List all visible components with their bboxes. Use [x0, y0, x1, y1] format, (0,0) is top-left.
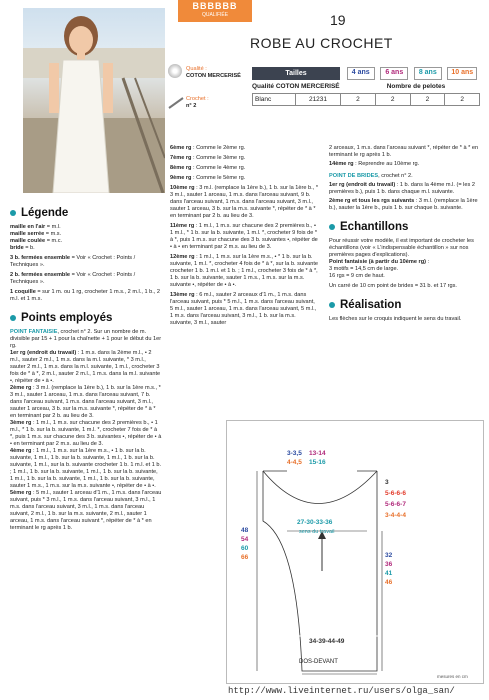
- paragraph: Les flèches sur le croquis indiquent le sens du travail.: [329, 316, 462, 322]
- photo-illustration: [23, 8, 165, 193]
- length-label: 48: [241, 527, 249, 534]
- paragraph: [329, 173, 480, 180]
- paragraph: [10, 448, 162, 490]
- paragraph: Pour réussir votre modèle, il est important de crocheter les échantillons (voir « L'indispensable échantillon » sur nos premières pages d'explications).: [329, 238, 474, 258]
- bullet-icon: [329, 302, 335, 308]
- bullet-icon: [329, 224, 335, 230]
- sens-label: sens du travail: [299, 529, 335, 535]
- armhole-label: 5-6-6-7: [385, 501, 406, 508]
- row-text: : Comme le 3ème rg.: [191, 155, 246, 161]
- legend-list: [10, 224, 162, 303]
- paragraph: Un carré de 10 cm point de brides = 31 b. et 17 rgs.: [329, 283, 457, 289]
- shoulder-label: 3-3,5: [287, 450, 302, 457]
- fantaisie-label: POINT FANTAISIE: [10, 329, 58, 335]
- legend-term: maille en l'air: [10, 224, 46, 230]
- page-number: 19: [330, 12, 346, 28]
- dress-schematic: [227, 421, 483, 683]
- diagram-label: [385, 551, 392, 587]
- row-text: : Comme le 5ème rg.: [191, 175, 246, 181]
- list-item: [10, 245, 162, 252]
- paragraph: [329, 198, 480, 212]
- armhole-label: 3-4-4-4: [385, 512, 406, 519]
- legend-def: = b.: [23, 245, 35, 251]
- row-label: 10ème rg: [170, 185, 195, 191]
- row-text: : 1 m.l., 1 m.s. sur chacune des 2 premières b., • 1 m.l., * 1 b. sur la b. suivante, 1 m.l. *, crocheter 7 fois de * à *, puis 1 m.s. sur chacune des 3 b. suivantes •, répéter de • à • en terminant par 2 m.s. au lieu de 3.: [10, 420, 162, 447]
- list-item: [10, 231, 162, 238]
- row-text: : 1 m.l., 1 m.s. sur chacune des 2 premières b., • 1 m.l., * 1 b. sur la b. suivante, 1 m.l. *, crocheter 9 fois de * à *, puis 1 m.s. sur chacune des 3 b. suivantes •, répéter de • à • en terminant par 2 m.s. au lieu de 3.: [170, 223, 318, 250]
- echantillons-heading: [329, 221, 480, 233]
- length-label: 36: [385, 561, 393, 568]
- page-title: ROBE AU CROCHET: [250, 35, 393, 51]
- row-label: 1er rg (endroit du travail): [10, 350, 77, 356]
- brand-subtitle: QUALIFIÉE: [201, 12, 229, 18]
- armhole-label: 5-6-6-6: [385, 490, 406, 497]
- row-label: 5ème rg: [10, 490, 32, 496]
- legend-def: = Voir « Crochet : Points / Techniques ».: [10, 255, 136, 268]
- row-text: : Comme le 2ème rg.: [191, 145, 246, 151]
- paragraph: [10, 329, 162, 350]
- paragraph: [170, 165, 319, 172]
- row-label: 9ème rg: [170, 175, 192, 181]
- row-label: 8ème rg: [170, 165, 192, 171]
- table-row: [253, 94, 480, 106]
- swatch-colon: :: [425, 259, 430, 265]
- paragraph: [10, 490, 162, 532]
- brand-logo: [178, 0, 252, 22]
- row-label: 14ème rg: [329, 161, 354, 167]
- brides-label: POINT DE BRIDES: [329, 173, 379, 179]
- legend-term: 1 coquille: [10, 289, 36, 295]
- bullet-icon: [10, 315, 16, 321]
- paragraph: 2 arceaux, 1 m.s. dans l'arceau suivant *, répéter de * à * en terminant le rg après 1 b.: [329, 145, 479, 158]
- quality-icon: [168, 64, 182, 78]
- sizes-subheader: [252, 83, 480, 93]
- row-label: 12ème rg: [170, 254, 195, 260]
- size-tag-8: 8 ans: [414, 67, 442, 80]
- length-label: 60: [241, 545, 249, 552]
- diagram-label: [241, 526, 248, 562]
- row-text: : 3 m.l. (remplace la 1ère b.), 1 b. sur la 1ère m.s., * 3 m.l., sauter 1 arceau, 1 m.s. dans l'arceau suivant, 7 b. dans l'arceau suivant, 1 m.s. dans l'arceau suivant, 3 m.l., sauter 1 arceau, 3 b. sur la m.s. suivante *, répéter de * à * en terminant par 2 b. au lieu de 3.: [10, 385, 161, 419]
- brand-name: BBBBBB: [192, 1, 238, 11]
- neck-label: 13-14: [309, 450, 326, 457]
- legend-title: Légende: [21, 207, 69, 219]
- row-text: : 6 m.l., sauter 2 arceaux d'1 m., 1 m.s. dans l'arceau suivant, puis * 5 m.l., 1 m.s. dans l'arceau suivant, 5 m.l., sauter 1 arceau, 1 m.s. dans l'arceau suivant, 5 m.l., 1 m.s. dans l'arceau suivant, 3 m.l., 1 b. sur la m.s. suivante, 3 m.l., sauter: [170, 292, 317, 326]
- length-label: 46: [385, 579, 393, 586]
- paragraph: [329, 182, 480, 196]
- legend-def: = Voir « Crochet : Points / Techniques ».: [10, 272, 136, 285]
- row-label: 4ème rg: [10, 448, 32, 454]
- row-text: : 1 m.l., 1 m.s. sur la 1ère m.s., • * 1 b. sur la b. suivante, 1 m.l. *, crocheter 4 fois de * à *, sur la b. suivante crocheter 1 b. 1 m.l. et 1 b. ; 1 m.l., crocheter 3 fois de * à *, 1 b. sur la b. suivante, sauter 1 m.s., 1 m.s. sur la m.s. suivante •, répéter de • à •.: [170, 254, 318, 288]
- fantaisie-intro: , crochet n° 2. Sur un nombre de m. divisible par 15 + 1 pour la chaînette + 1 pour le début du 1er rg.: [10, 329, 162, 349]
- paragraph: [170, 145, 319, 152]
- list-item: [10, 272, 162, 286]
- quality-info: [186, 66, 241, 80]
- color-name: Blanc: [253, 94, 296, 106]
- row-label: 11ème rg: [170, 223, 195, 229]
- realisation-heading: [329, 299, 480, 311]
- paragraph: [170, 223, 319, 251]
- length-label: 66: [241, 554, 249, 561]
- size-tag-10: 10 ans: [447, 67, 477, 80]
- list-item: [10, 255, 162, 269]
- legend-term: 2 b. fermées ensemble: [10, 272, 71, 278]
- row-label: 2ème rg et tous les rgs suivants: [329, 198, 415, 204]
- diagram-label: [385, 477, 406, 521]
- length-label: 54: [241, 536, 249, 543]
- left-column: [10, 207, 162, 532]
- sizes-header: Tailles: [252, 67, 340, 80]
- diagram-label: [309, 449, 326, 467]
- row-text: : 3 m.l. (remplace la 1ère b.), sauter la 1ère b., puis 1 b. sur chaque b. suivante.: [329, 198, 478, 211]
- legend-term: maille serrée: [10, 231, 45, 237]
- brides-intro: , crochet n° 2.: [378, 173, 413, 179]
- crochet-hook-icon: [168, 96, 184, 115]
- legend-def: = m.l.: [45, 224, 61, 230]
- balls-table: [252, 93, 480, 106]
- shoulder-label: 4-4,5: [287, 459, 302, 466]
- middle-column: [170, 145, 319, 327]
- crochet-info: [186, 96, 209, 110]
- footer-url[interactable]: http://www.liveinternet.ru/users/olga_san/: [228, 686, 455, 696]
- sizes-table: [252, 67, 480, 106]
- row-text: : 5 m.l., sauter 1 arceau d'1 m., 1 m.s. dans l'arceau suivant, puis * 3 m.l., 1 m.s. dans l'arceau suivant, 3 m.l., 1 m.s. dans l'arceau suivant, 3 m.l., 1 m.s. dans l'arceau suivant, 2 m.l., 1 b. sur la m.s. suivante, 2 m.l., sauter 1 arceau, 1 m.s. dans l'arceau suivant *, répéter de * à * en terminant le rg après 1 b.: [10, 490, 162, 531]
- bust-label: 27-30-33-36: [297, 519, 333, 526]
- paragraph: [329, 161, 480, 168]
- legend-def: = sur 1 m. ou 1 rg, crocheter 1 m.s., 2 m.l., 1 b., 2 m.l. et 1 m.s.: [10, 289, 161, 302]
- paragraph: [10, 420, 162, 448]
- diagram-caption: DOS-DEVANT: [299, 659, 338, 665]
- legend-term: bride: [10, 245, 24, 251]
- quality-label: Qualité :: [186, 66, 207, 72]
- neck-label: 15-16: [309, 459, 326, 466]
- list-item: [10, 289, 162, 303]
- balls-count: 2: [375, 94, 410, 106]
- paragraph: [170, 175, 319, 182]
- points-text: [10, 329, 162, 532]
- row-label: 6ème rg: [170, 145, 192, 151]
- list-item: [10, 238, 162, 245]
- row-label: 1er rg (endroit du travail): [329, 182, 396, 188]
- row-label: 13ème rg: [170, 292, 195, 298]
- paragraph: [10, 350, 162, 385]
- balls-count: 2: [341, 94, 376, 106]
- paragraph: 16 rgs = 9 cm de haut.: [329, 273, 385, 279]
- legend-def: = m.s.: [44, 231, 62, 237]
- model-photo: [23, 8, 165, 193]
- row-label: 7ème rg: [170, 155, 192, 161]
- quality-row-label: Qualité COTON MERCERISÉ: [252, 83, 340, 90]
- list-item: [10, 224, 162, 231]
- color-ref: 21231: [296, 94, 341, 106]
- crochet-value: n° 2: [186, 103, 197, 109]
- dress-diagram: [226, 420, 484, 684]
- row-text: : 1 m.l., 1 m.s. sur la 1ère m.s., • 1 b. sur la b. suivante, 1 m.l., 1 b. sur la b. suivante, 1 m.l., 1 b. sur la b. suivante, 1 m.l., sur la b. suivante crocheter 1 b. 1 m.l. et 1 b. ; 1 m.l., 1 b. sur la b. suivante, 1 m.l., 1 b. sur la b. suivante, 1 m.l., 1 b. sur la b. suivante, 1 m.l., 1 b. sur la b. suivante, sauter 1 m.s., 1 m.s. sur la m.s. suivante •, répéter de • à •.: [10, 448, 162, 489]
- swatch-label: Point fantaisie (à partir du 10ème rg): [329, 259, 426, 265]
- legend-heading: [10, 207, 162, 219]
- row-label: 2ème rg: [10, 385, 32, 391]
- row-label: 3ème rg: [10, 420, 32, 426]
- diagram-label: [287, 449, 302, 467]
- row-text: : Reprendre au 10ème rg.: [353, 161, 420, 167]
- row-text: : 1 b. dans la 4ème m.l. (= les 2 premières b.), puis 1 b. dans chaque m.l. suivante.: [329, 182, 475, 195]
- balls-count: 2: [410, 94, 445, 106]
- points-title: Points employés: [21, 312, 113, 324]
- realisation-title: Réalisation: [340, 299, 402, 311]
- paragraph: [170, 292, 319, 327]
- units-label: mesures en cm: [437, 674, 468, 679]
- length-label: 41: [385, 570, 393, 577]
- sizes-header-row: [252, 67, 480, 80]
- length-label: 32: [385, 552, 393, 559]
- legend-term: maille coulée: [10, 238, 46, 244]
- bullet-icon: [10, 210, 16, 216]
- paragraph: [10, 385, 162, 420]
- legend-def: = m.c.: [45, 238, 63, 244]
- row-text: : 1 m.s. dans la 2ème m.l., • 2 m.l., sauter 2 m.l., 1 m.s. dans la m.l. suivante, * 3 m.l., sauter 2 m.l., 1 m.s. dans la m.l. suivante, 1 m.l., crocheter 3 fois de * à *, 2 m.l., sauter 2 m.l., 1 m.s. dans la m.l. suivante •, répéter de • à •.: [10, 350, 161, 384]
- quality-value: COTON MERCERISÉ: [186, 73, 241, 79]
- right-column: [329, 145, 480, 323]
- legend-term: 3 b. fermées ensemble: [10, 255, 71, 261]
- balls-label: Nombre de pelotes: [386, 83, 446, 90]
- paragraph: 3 motifs = 14,5 cm de large.: [329, 266, 399, 272]
- size-tag-4: 4 ans: [347, 67, 375, 80]
- armhole-label: 3: [385, 479, 389, 486]
- points-heading: [10, 312, 162, 324]
- paragraph: [170, 155, 319, 162]
- size-tags: [340, 67, 480, 80]
- row-text: : Comme le 4ème rg.: [191, 165, 246, 171]
- bottom-width-label: 34-39-44-49: [309, 638, 345, 645]
- echantillons-title: Echantillons: [340, 221, 409, 233]
- paragraph: [329, 259, 480, 266]
- crochet-label: Crochet :: [186, 96, 209, 102]
- paragraph: [170, 185, 319, 220]
- paragraph: [170, 254, 319, 289]
- size-tag-6: 6 ans: [380, 67, 408, 80]
- balls-count: 2: [445, 94, 480, 106]
- row-text: : 3 m.l. (remplace la 1ère b.), 1 b. sur la 1ère b., * 3 m.l., sauter 1 arceau, 1 m.s. dans l'arceau suivant, 9 b. dans l'arceau suivant, 1 m.s. dans l'arceau suivant, 3 m.l., sauter 1 arceau, 3 b. sur la m.s. suivante *, répéter de * à * en terminant par 2 b. au lieu de 3.: [170, 185, 319, 219]
